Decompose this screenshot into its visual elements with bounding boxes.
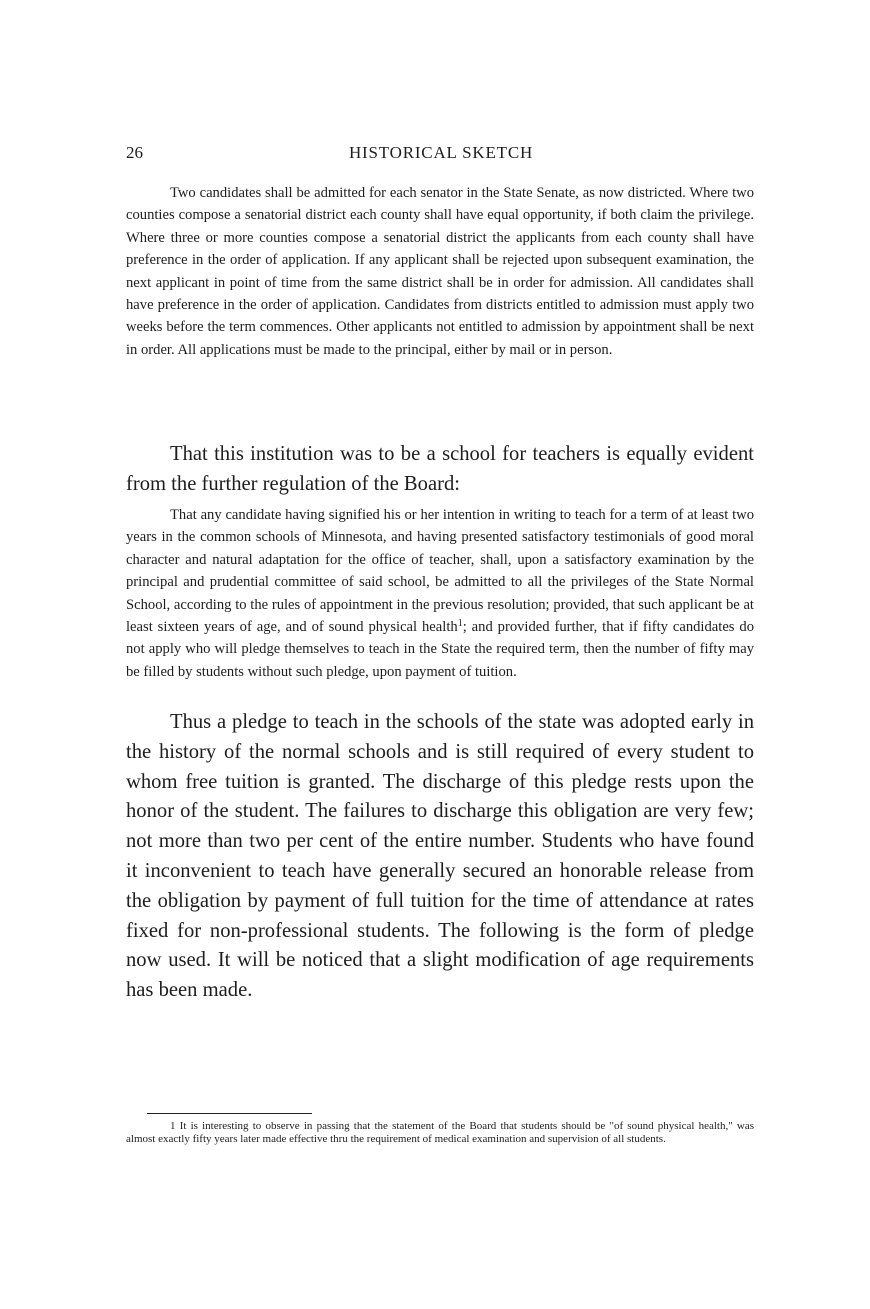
footnote-reference: 1: [457, 618, 463, 630]
body-paragraph-school-for-teachers: That this institution was to be a school for teachers is equally evident from the further regulation of the Board:: [126, 443, 754, 495]
quoted-regulation-pledge: [126, 504, 754, 683]
footnote: [126, 1120, 754, 1147]
footnote-marker: 1: [170, 1120, 176, 1132]
running-title: HISTORICAL SKETCH: [348, 143, 534, 162]
quoted-regulation-admission: Two candidates shall be admitted for each senator in the State Senate, as now districted. Where two counties compose a senatorial district each county shall have equal opportunity, if both claim the privilege. Where three or more counties compose a senatorial district the applicants from each county shall have preference in the order of application. If any applicant shall be rejected upon subsequent examination, the next applicant in point of time from the same district shall be in order for admission. All candidates shall have preference in the order of application. Candidates from districts entitled to admission must apply two weeks before the term commences. Other applicants not entitled to admission by appointment shall be next in order. All applications must be made to the principal, either by mail or in person.: [126, 185, 754, 358]
body-paragraph-pledge: Thus a pledge to teach in the schools of the state was adopted early in the history of the normal schools and is still required of every student to whom free tuition is granted. The discharge of this pledge rests upon the honor of the student. The failures to discharge this obligation are very few; not more than two per cent of the entire number. Students who have found it inconvenient to teach have generally secured an honorable release from the obligation by payment of full tuition for the time of attendance at rates fixed for non-professional students. The following is the form of pledge now used. It will be noticed that a slight modification of age requirements has been made.: [126, 711, 754, 1002]
footnote-text: It is interesting to observe in passing that the statement of the Board that students should be "of sound physical health," was almost exactly fifty years later made effective thru the requirement of medical examination and supervision of all students.: [126, 1120, 755, 1146]
running-head: [126, 143, 756, 165]
quote-text-part-2: ; and provided further, that if fifty candidates do not apply who will pledge themselves to teach in the State the required term, then the number of fifty may be filled by students without such pledge, upon payment of tuition.: [126, 619, 754, 680]
page-number: 26: [126, 143, 143, 162]
footnote-divider: [147, 1113, 312, 1114]
quote-text-part-1: That any candidate having signified his or her intention in writing to teach for a term of at least two years in the common schools of Minnesota, and having presented satisfactory testimonials of good moral character and natural adaptation for the office of teacher, shall, upon a satisfactory examination by the principal and prudential committee of said school, be admitted to all the privileges of the State Normal School, according to the rules of appointment in the previous resolution; provided, that such applicant be at least sixteen years of age, and of sound physical health: [126, 507, 754, 636]
